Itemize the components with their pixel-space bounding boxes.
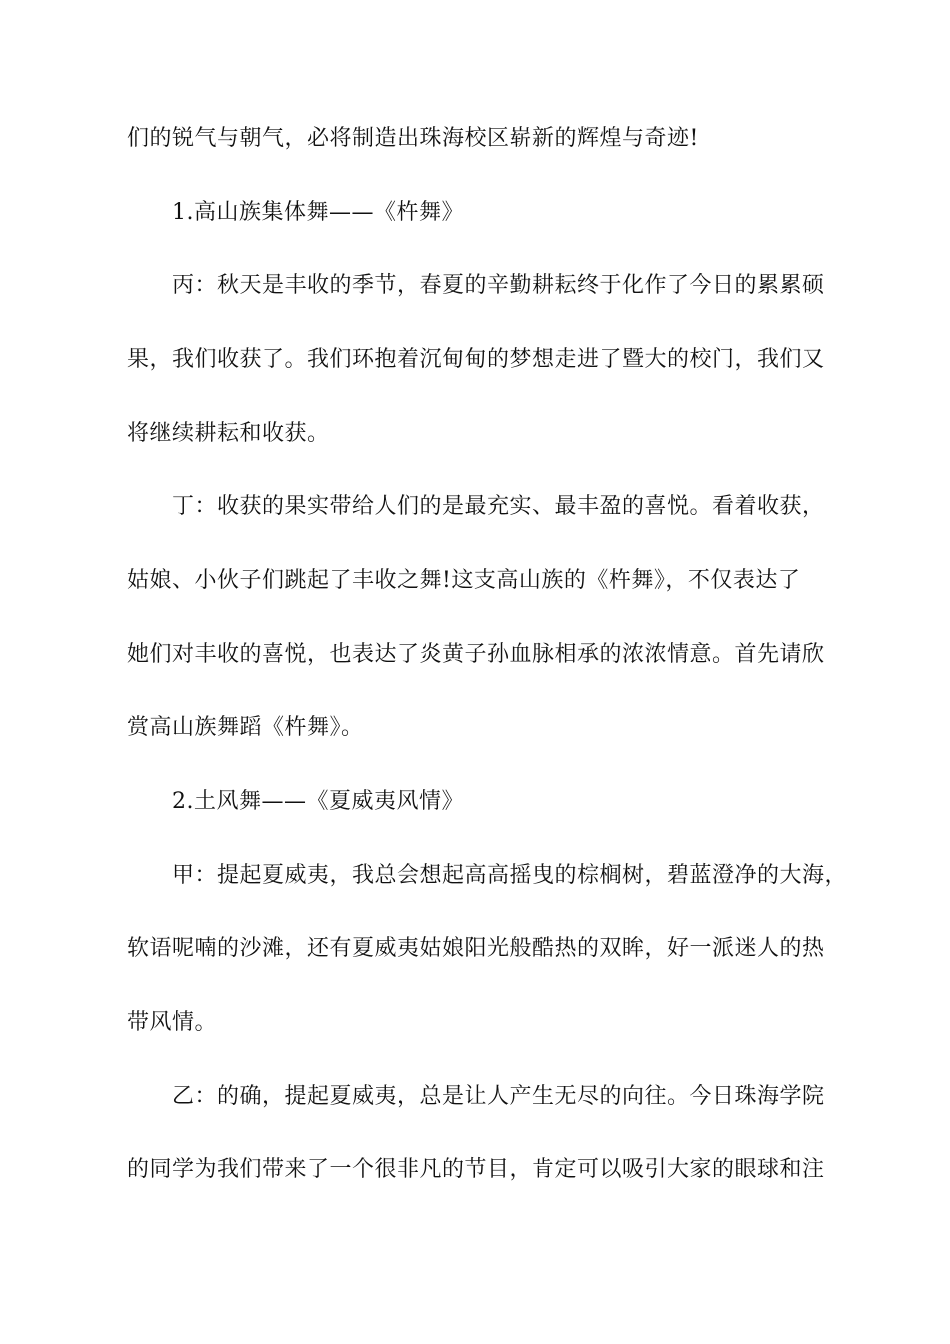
paragraph-line: 赏高山族舞蹈《杵舞》。 [127,715,364,740]
paragraph-line: 她们对丰收的喜悦，也表达了炎黄子孙血脉相承的浓浓情意。首先请欣 [127,642,825,667]
section-heading: 1.高山族集体舞——《杵舞》 [172,200,464,225]
paragraph-line: 将继续耕耘和收获。 [127,421,330,446]
paragraph-line: 的同学为我们带来了一个很非凡的节目，肯定可以吸引大家的眼球和注 [127,1157,825,1182]
section-heading: 2.土风舞——《夏威夷风情》 [172,789,464,814]
paragraph-line: 姑娘、小伙子们跳起了丰收之舞!这支高山族的《杵舞》，不仅表达了 [127,568,801,593]
text-line: 们的锐气与朝气，必将制造出珠海校区崭新的辉煌与奇迹! [127,126,699,151]
paragraph-line: 丁：收获的果实带给人们的是最充实、最丰盈的喜悦。看着收获， [172,494,825,519]
paragraph-line: 带风情。 [127,1010,218,1035]
paragraph-line: 甲：提起夏威夷，我总会想起高高摇曳的棕榈树，碧蓝澄净的大海， [172,863,848,888]
paragraph-line: 软语呢喃的沙滩，还有夏威夷姑娘阳光般酷热的双眸，好一派迷人的热 [127,936,825,961]
paragraph-line: 丙：秋天是丰收的季节，春夏的辛勤耕耘终于化作了今日的累累硕 [172,273,825,298]
paragraph-line: 乙：的确，提起夏威夷，总是让人产生无尽的向往。今日珠海学院 [172,1084,825,1109]
paragraph-line: 果，我们收获了。我们环抱着沉甸甸的梦想走进了暨大的校门，我们又 [127,347,825,372]
